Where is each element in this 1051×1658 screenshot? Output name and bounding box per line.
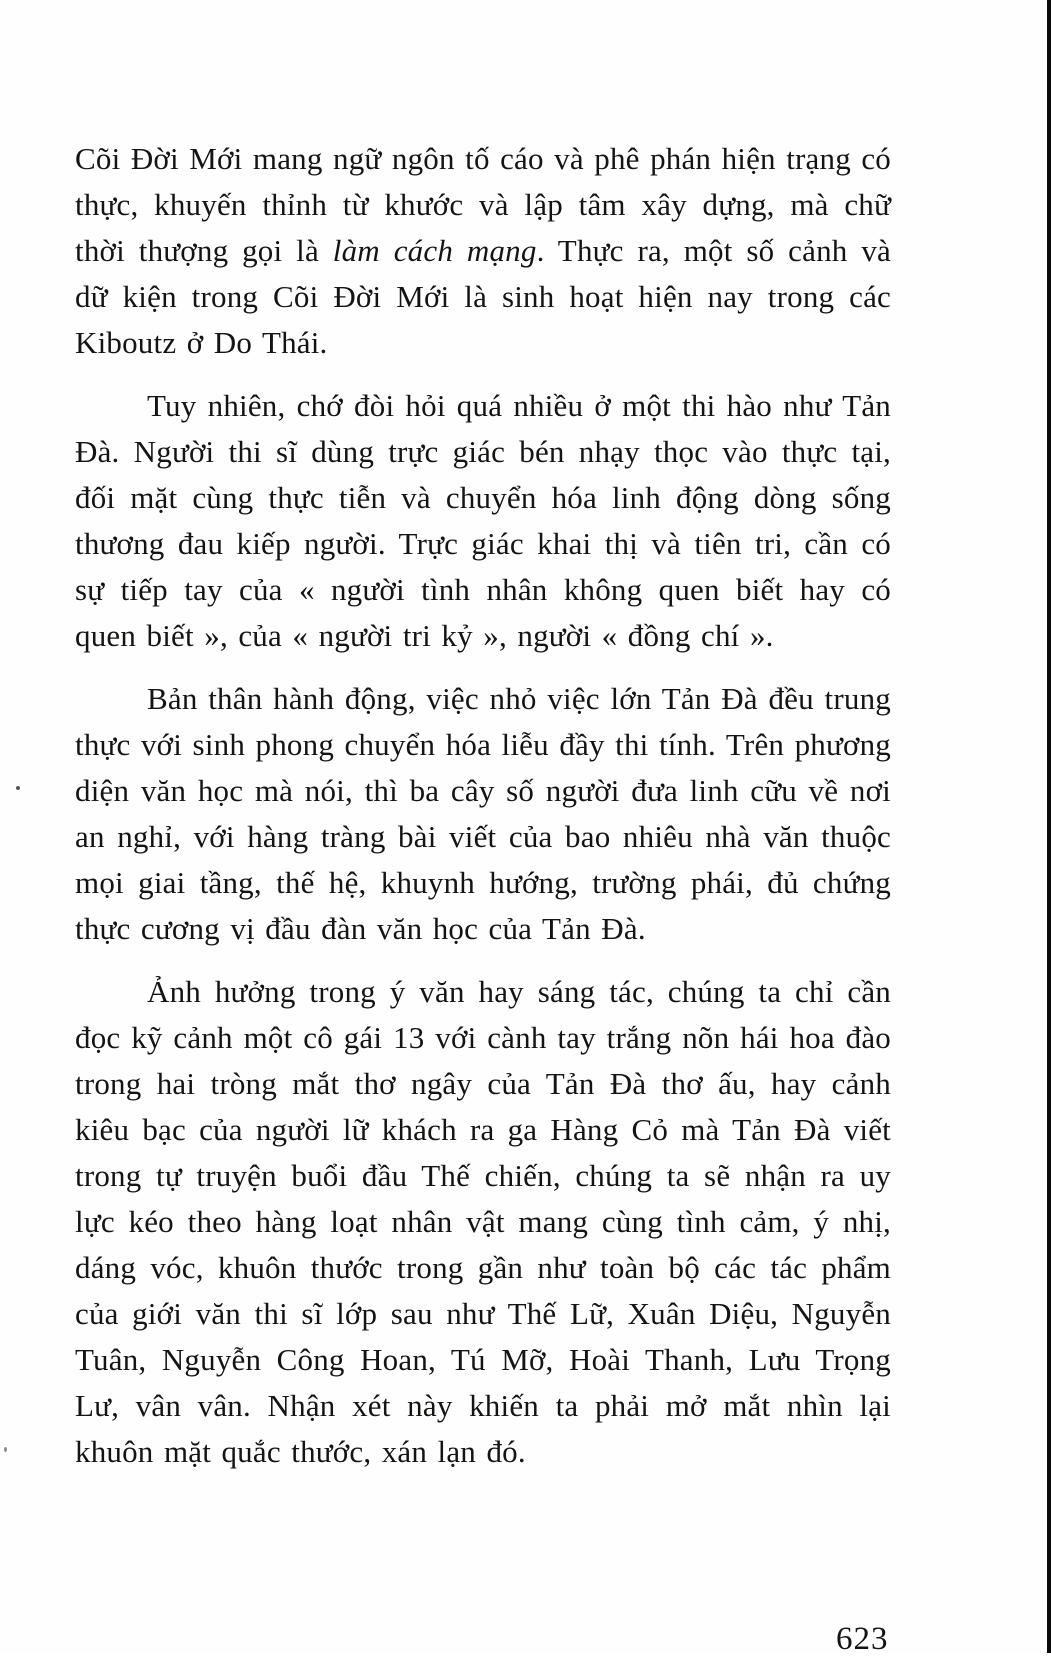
page-number: 623 xyxy=(836,1621,889,1657)
paragraph-text: Ảnh hưởng trong ý văn hay sáng tác, chúng ta chỉ cần đọc kỹ cảnh một cô gái 13 với cành tay trắng nõn hái hoa đào trong hai tròng mắt thơ ngây của Tản Đà thơ ấu, hay cảnh kiêu bạc của người lữ khách ra ga Hàng Cỏ mà Tản Đà viết trong tự truyện buổi đầu Thế chiến, chúng ta sẽ nhận ra uy lực kéo theo hàng loạt nhân vật mang cùng tình cảm, ý nhị, dáng vóc, khuôn thước trong gần như toàn bộ các tác phẩm của giới văn thi sĩ lớp sau như Thế Lữ, Xuân Diệu, Nguyễn Tuân, Nguyễn Công Hoan, Tú Mỡ, Hoài Thanh, Lưu Trọng Lư, vân vân. Nhận xét này khiến ta phải mở mắt nhìn lại khuôn mặt quắc thước, xán lạn đó. xyxy=(75,974,891,1469)
scan-speck xyxy=(4,1447,7,1452)
italic-phrase: làm cách mạng xyxy=(332,233,537,268)
body-text xyxy=(75,136,891,1492)
paragraph xyxy=(75,136,891,366)
paragraph xyxy=(75,676,891,952)
paragraph xyxy=(75,969,891,1475)
paragraph-text: . Thực ra, một số cảnh và dữ kiện trong Cõi Đời Mới là sinh hoạt hiện nay trong các Kiboutz ở Do Thái. xyxy=(75,233,892,360)
paragraph-text: Bản thân hành động, việc nhỏ việc lớn Tản Đà đều trung thực với sinh phong chuyển hóa liễu đầy thi tính. Trên phương diện văn học mà nói, thì ba cây số người đưa linh cữu về nơi an nghỉ, với hàng tràng bài viết của bao nhiêu nhà văn thuộc mọi giai tầng, thế hệ, khuynh hướng, trường phái, đủ chứng thực cương vị đầu đàn văn học của Tản Đà. xyxy=(75,681,891,946)
scan-speck xyxy=(16,786,20,790)
scan-edge-line xyxy=(1047,0,1051,1653)
paragraph-text: Cõi Đời Mới mang ngữ ngôn tố cáo và phê phán hiện trạng có thực, khuyến thỉnh từ khước và lập tâm xây dựng, mà chữ thời thượng gọi là xyxy=(75,141,892,268)
paragraph-text: Tuy nhiên, chớ đòi hỏi quá nhiều ở một thi hào như Tản Đà. Người thi sĩ dùng trực giác bén nhạy thọc vào thực tại, đối mặt cùng thực tiễn và chuyển hóa linh động dòng sống thương đau kiếp người. Trực giác khai thị và tiên tri, cần có sự tiếp tay của « người tình nhân không quen biết hay có quen biết », của « người tri kỷ », người « đồng chí ». xyxy=(75,388,891,653)
paragraph xyxy=(75,383,891,659)
